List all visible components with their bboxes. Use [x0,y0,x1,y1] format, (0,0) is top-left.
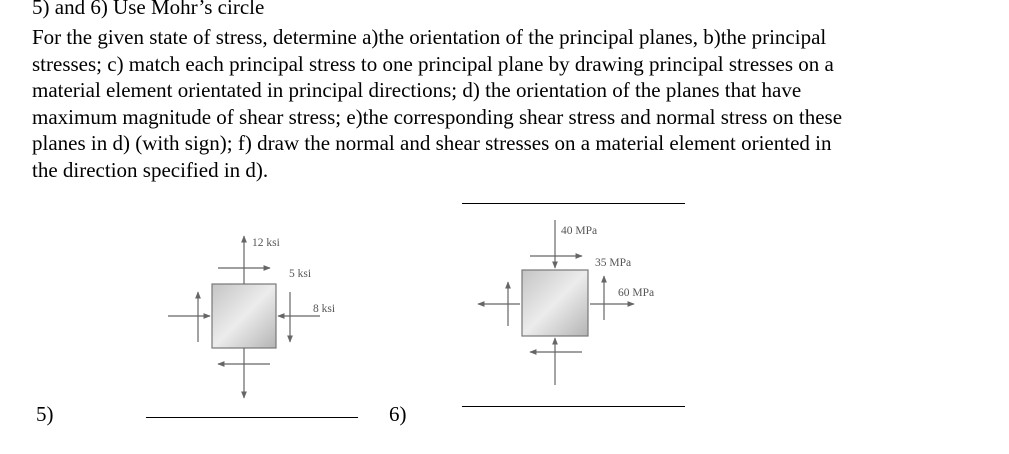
heading: 5) and 6) Use Mohr’s circle [32,0,265,19]
statement-line: stresses; c) match each principal stress to one principal plane by drawing principal stresses on a [32,51,834,76]
label-vertical-normal-5: 12 ksi [252,237,280,249]
material-element-square [212,284,276,348]
stress-element-5 [168,236,320,398]
stress-element-6 [478,220,634,385]
label-shear-6: 35 MPa [595,257,632,269]
statement-line: material element orientated in principal directions; d) the orientation of the planes that have [32,78,802,102]
problem-number-6: 6) [389,402,407,426]
label-shear-5: 5 ksi [289,268,312,280]
statement-line: For the given state of stress, determine a)the orientation of the principal planes, b)the principal [32,25,827,49]
label-horizontal-normal-5: 8 ksi [313,303,336,315]
label-vertical-normal-6: 40 MPa [561,225,598,237]
label-horizontal-normal-6: 60 MPa [618,287,655,299]
statement-line: maximum magnitude of shear stress; e)the corresponding shear stress and normal stress on these [32,104,843,129]
material-element-square [522,270,588,336]
statement-line: the direction specified in d). [32,157,269,182]
statement-line: planes in d) (with sign); f) draw the normal and shear stresses on a material element oriented in [32,131,832,155]
problem-number-5: 5) [36,402,54,426]
